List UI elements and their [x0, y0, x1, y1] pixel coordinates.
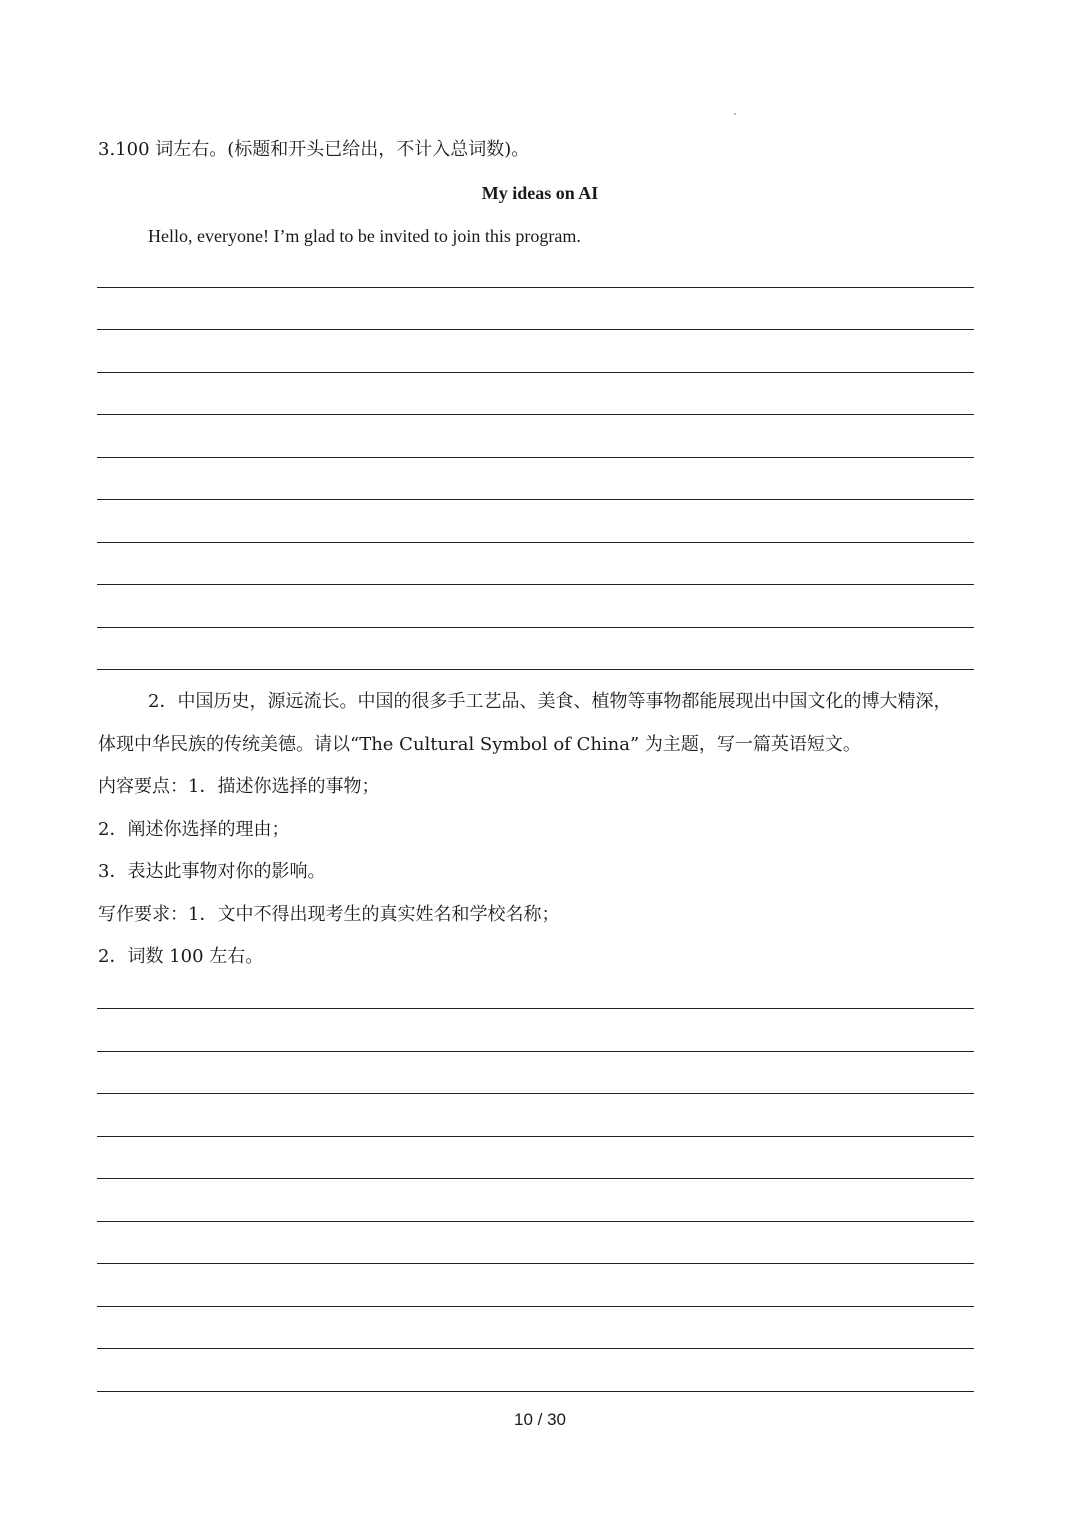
answer-line[interactable] [97, 584, 974, 585]
answer-line[interactable] [97, 1136, 974, 1137]
answer-line[interactable] [97, 372, 974, 373]
answer-line[interactable] [97, 1008, 974, 1009]
answer-line[interactable] [97, 542, 974, 543]
word-count-requirement: 3.100 词左右。(标题和开头已给出，不计入总词数)。 [98, 139, 530, 160]
page-number: 10 / 30 [514, 1410, 566, 1429]
answer-line[interactable] [97, 1306, 974, 1307]
writing-requirements: 写作要求：1．文中不得出现考生的真实姓名和学校名称； [98, 904, 560, 925]
answer-line[interactable] [97, 1178, 974, 1179]
writing-requirement-2: 2．词数 100 左右。 [98, 946, 264, 967]
scan-mark [734, 113, 736, 115]
answer-line[interactable] [97, 414, 974, 415]
answer-line[interactable] [97, 627, 974, 628]
answer-line[interactable] [97, 1263, 974, 1264]
answer-line[interactable] [97, 669, 974, 670]
question-intro-line-1: 2．中国历史，源远流长。中国的很多手工艺品、美食、植物等事物都能展现出中国文化的博大精深， [148, 691, 952, 712]
answer-line[interactable] [97, 1348, 974, 1349]
essay-title: My ideas on AI [481, 183, 599, 203]
answer-line[interactable] [97, 287, 974, 288]
answer-line[interactable] [97, 329, 974, 330]
answer-line[interactable] [97, 1051, 974, 1052]
content-points: 内容要点：1．描述你选择的事物； [98, 776, 380, 797]
question-intro-line-2: 体现中华民族的传统美德。请以“The Cultural Symbol of China” 为主题，写一篇英语短文。 [98, 734, 861, 755]
content-point-2: 2．阐述你选择的理由； [98, 819, 290, 840]
answer-line[interactable] [97, 1221, 974, 1222]
content-point-3: 3．表达此事物对你的影响。 [98, 861, 326, 882]
essay-opening: Hello, everyone! I’m glad to be invited to join this program. [148, 226, 581, 246]
answer-line[interactable] [97, 1093, 974, 1094]
answer-line[interactable] [97, 499, 974, 500]
answer-line[interactable] [97, 1391, 974, 1392]
answer-line[interactable] [97, 457, 974, 458]
